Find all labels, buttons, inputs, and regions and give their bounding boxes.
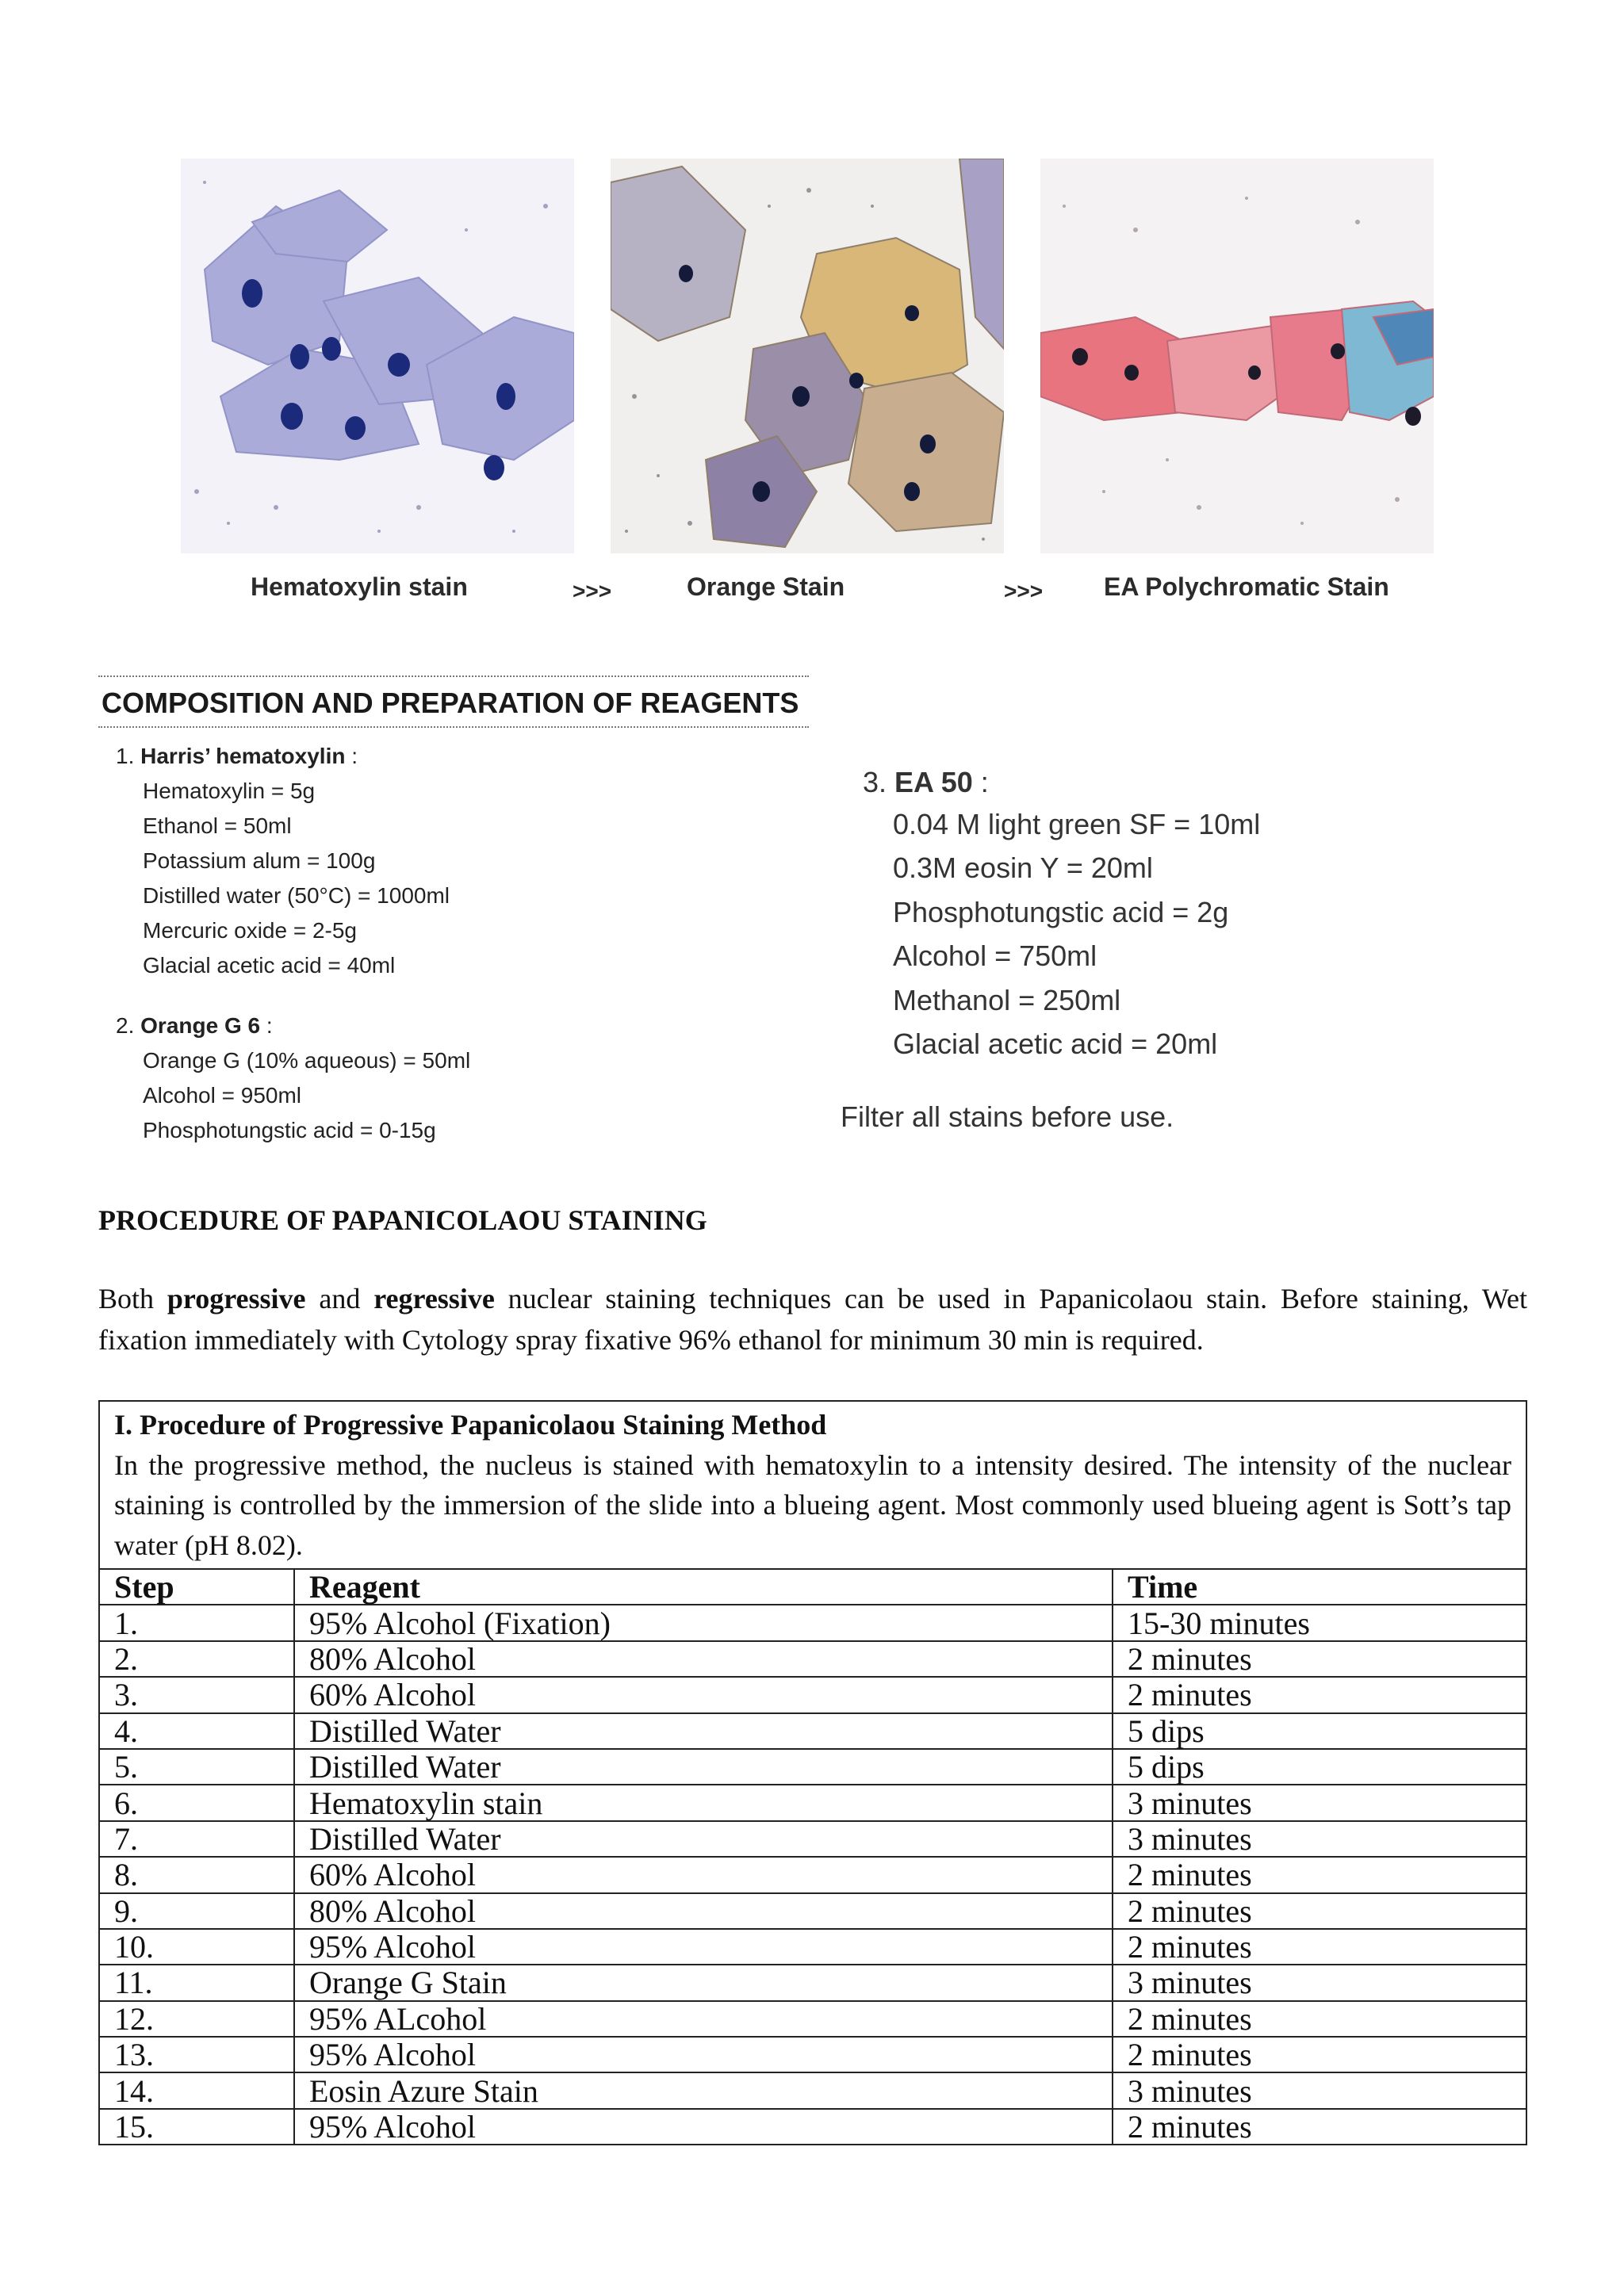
step-cell: 4. (99, 1713, 294, 1749)
reagent-cell: Eosin Azure Stain (294, 2072, 1113, 2108)
table-caption (99, 1401, 1526, 1569)
hematoxylin-stain-image (181, 159, 574, 553)
time-cell: 2 minutes (1113, 2109, 1526, 2145)
progressive-procedure-table (98, 1400, 1527, 2145)
table-row (99, 1641, 1526, 1677)
table-row (99, 2109, 1526, 2145)
reagent-line: Distilled water (50°C) = 1000ml (143, 883, 450, 908)
table-row (99, 2072, 1526, 2108)
step-cell: 2. (99, 1641, 294, 1677)
reagent-cell: 60% Alcohol (294, 1677, 1113, 1712)
intro-bold-regressive: regressive (373, 1283, 495, 1314)
table-row (99, 2001, 1526, 2037)
time-cell: 3 minutes (1113, 1965, 1526, 2000)
reagent-line: Alcohol = 950ml (143, 1083, 302, 1108)
reagent-number: 3. (863, 766, 887, 798)
reagent-number: 1. (116, 744, 135, 768)
orange-stain-caption: Orange Stain (687, 572, 845, 601)
intro-text: and (305, 1283, 374, 1314)
table-row (99, 1605, 1526, 1640)
time-cell: 3 minutes (1113, 1821, 1526, 1857)
ea-polychromatic-stain-image (1040, 159, 1434, 553)
table-header-row (99, 1569, 1526, 1605)
column-header-time: Time (1113, 1569, 1526, 1605)
arrow-glyph-2: >>> (1004, 579, 1044, 603)
orange-stain-image (611, 159, 1004, 553)
orange-cells-graphic (611, 159, 1004, 553)
reagent-line: Glacial acetic acid = 20ml (893, 1027, 1218, 1061)
table-caption-row (99, 1401, 1526, 1569)
table-row (99, 1965, 1526, 2000)
table-row (99, 1821, 1526, 1857)
time-cell: 2 minutes (1113, 2037, 1526, 2072)
step-cell: 3. (99, 1677, 294, 1712)
reagent-line: Methanol = 250ml (893, 983, 1121, 1016)
table-row (99, 1749, 1526, 1785)
reagent-cell: 60% Alcohol (294, 1857, 1113, 1892)
hematoxylin-stain-caption: Hematoxylin stain (251, 572, 468, 601)
reagent-title (116, 1008, 470, 1043)
reagent-suffix: : (972, 766, 989, 798)
time-cell: 2 minutes (1113, 1893, 1526, 1929)
table-row (99, 2037, 1526, 2072)
step-cell: 14. (99, 2072, 294, 2108)
reagent-line: Hematoxylin = 5g (143, 779, 316, 803)
reagent-line: 0.04 M light green SF = 10ml (893, 808, 1261, 840)
table-row (99, 1893, 1526, 1929)
reagent-line: Mercuric oxide = 2-5g (143, 918, 358, 943)
intro-text: nuclear staining techniques can be used in Papanicolaou stain. Before staining, Wet fixation immediately with Cytology spray fixative 96% ethanol for minimum 30 min is required. (98, 1283, 1528, 1356)
intro-text: Both (98, 1283, 167, 1314)
reagent-line: Orange G (10% aqueous) = 50ml (143, 1048, 471, 1073)
arrow-glyph-1: >>> (573, 579, 612, 603)
table-row (99, 1677, 1526, 1712)
filter-note: Filter all stains before use. (841, 1100, 1174, 1133)
time-cell: 2 minutes (1113, 2001, 1526, 2037)
reagent-title (116, 739, 450, 774)
time-cell: 2 minutes (1113, 1929, 1526, 1965)
column-header-reagent: Reagent (294, 1569, 1113, 1605)
step-cell: 6. (99, 1785, 294, 1820)
reagent-ea50 (863, 763, 1260, 1066)
step-cell: 12. (99, 2001, 294, 2037)
reagent-name: EA 50 (894, 766, 973, 798)
step-cell: 15. (99, 2109, 294, 2145)
step-cell: 8. (99, 1857, 294, 1892)
time-cell: 5 dips (1113, 1713, 1526, 1749)
table-row (99, 1785, 1526, 1820)
reagent-cell: Hematoxylin stain (294, 1785, 1113, 1820)
reagent-name: Orange G 6 (140, 1013, 261, 1038)
reagent-line: 0.3M eosin Y = 20ml (893, 851, 1153, 885)
reagent-line: Phosphotungstic acid = 2g (893, 895, 1229, 928)
reagent-suffix: : (345, 744, 358, 768)
reagent-cell: 95% Alcohol (294, 1929, 1113, 1965)
table-description: In the progressive method, the nucleus is stained with hematoxylin to a intensity desired. The intensity of the nuclear staining is controlled by the immersion of the slide into a blueing agent. Most commonly used blueing agent is Sott’s tap water (pH 8.02). (114, 1448, 1512, 1561)
table-row (99, 1713, 1526, 1749)
table-row (99, 1857, 1526, 1892)
step-cell: 13. (99, 2037, 294, 2072)
reagent-cell: 80% Alcohol (294, 1893, 1113, 1929)
step-cell: 10. (99, 1929, 294, 1965)
time-cell: 3 minutes (1113, 2072, 1526, 2108)
column-header-step: Step (99, 1569, 294, 1605)
step-cell: 11. (99, 1965, 294, 2000)
time-cell: 2 minutes (1113, 1857, 1526, 1892)
ea-polychromatic-cells-graphic (1040, 159, 1434, 553)
table-row (99, 1929, 1526, 1965)
reagent-suffix: : (260, 1013, 273, 1038)
reagent-name: Harris’ hematoxylin (140, 744, 346, 768)
reagent-cell: Distilled Water (294, 1821, 1113, 1857)
reagent-line: Ethanol = 50ml (143, 813, 292, 838)
reagent-cell: 80% Alcohol (294, 1641, 1113, 1677)
table-title: I. Procedure of Progressive Papanicolaou Staining Method (114, 1409, 827, 1441)
hematoxylin-cells-graphic (181, 159, 574, 553)
reagent-cell: 95% Alcohol (294, 2037, 1113, 2072)
composition-heading: COMPOSITION AND PREPARATION OF REAGENTS (98, 675, 809, 728)
step-cell: 9. (99, 1893, 294, 1929)
time-cell: 15-30 minutes (1113, 1605, 1526, 1640)
reagent-harris-hematoxylin (116, 739, 450, 983)
step-cell: 7. (99, 1821, 294, 1857)
procedure-intro (98, 1278, 1527, 1360)
reagent-number: 2. (116, 1013, 135, 1038)
reagent-line: Potassium alum = 100g (143, 848, 376, 873)
time-cell: 2 minutes (1113, 1677, 1526, 1712)
step-cell: 5. (99, 1749, 294, 1785)
reagent-cell: Orange G Stain (294, 1965, 1113, 2000)
reagent-title (863, 763, 1260, 802)
ea-polychromatic-stain-caption: EA Polychromatic Stain (1104, 572, 1389, 601)
reagent-line: Phosphotungstic acid = 0-15g (143, 1118, 436, 1142)
time-cell: 2 minutes (1113, 1641, 1526, 1677)
time-cell: 5 dips (1113, 1749, 1526, 1785)
reagent-cell: Distilled Water (294, 1713, 1113, 1749)
intro-bold-progressive: progressive (167, 1283, 306, 1314)
reagent-cell: Distilled Water (294, 1749, 1113, 1785)
reagent-line: Glacial acetic acid = 40ml (143, 953, 396, 978)
procedure-heading: PROCEDURE OF PAPANICOLAOU STAINING (98, 1204, 707, 1236)
reagent-cell: 95% Alcohol (Fixation) (294, 1605, 1113, 1640)
time-cell: 3 minutes (1113, 1785, 1526, 1820)
reagent-orange-g6 (116, 1008, 470, 1148)
reagent-cell: 95% ALcohol (294, 2001, 1113, 2037)
reagent-cell: 95% Alcohol (294, 2109, 1113, 2145)
reagent-line: Alcohol = 750ml (893, 939, 1097, 973)
step-cell: 1. (99, 1605, 294, 1640)
